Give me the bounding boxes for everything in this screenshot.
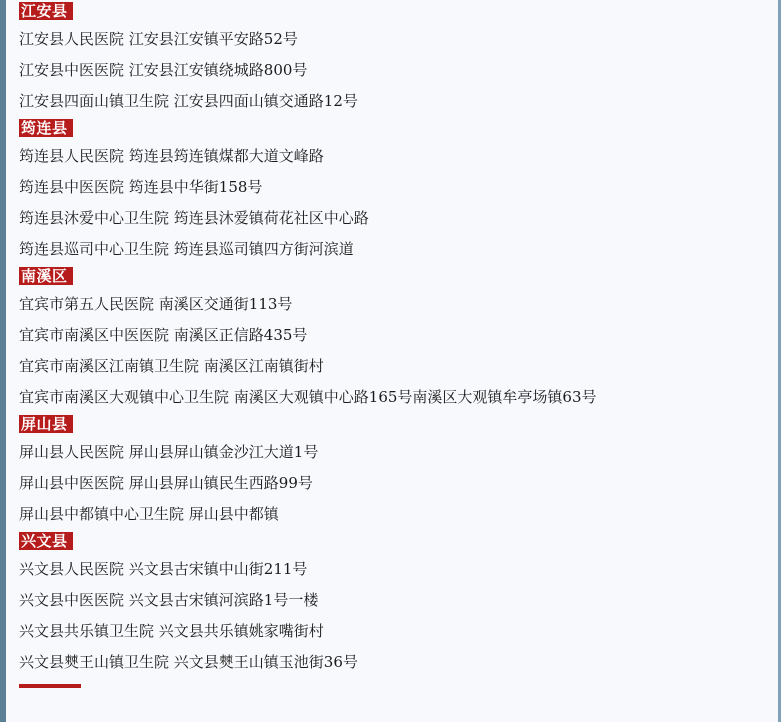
hospital-address: 筠连县筠连镇煤都大道文峰路 <box>128 147 324 165</box>
hospital-name: 宜宾市南溪区中医医院 <box>19 326 170 344</box>
hospital-name: 宜宾市南溪区江南镇卫生院 <box>19 357 200 375</box>
hospital-entry <box>19 172 774 203</box>
hospital-entry <box>19 55 774 86</box>
hospital-name: 江安县人民医院 <box>19 30 125 48</box>
hospital-entry <box>19 499 774 530</box>
hospital-name: 兴文县中医医院 <box>19 591 125 609</box>
hospital-entry <box>19 86 774 117</box>
hospital-entry <box>19 382 774 413</box>
hospital-address: 屏山县中都镇 <box>188 505 279 523</box>
hospital-name: 筠连县沐爱中心卫生院 <box>19 209 170 227</box>
county-heading: 南溪区 <box>19 267 73 285</box>
hospital-entry <box>19 616 774 647</box>
hospital-address: 兴文县古宋镇中山街211号 <box>128 560 308 578</box>
hospital-address: 兴文县古宋镇河滨路1号一楼 <box>128 591 319 609</box>
hospital-name: 屏山县中都镇中心卫生院 <box>19 505 185 523</box>
hospital-address: 江安县四面山镇交通路12号 <box>173 92 358 110</box>
hospital-address: 兴文县僰王山镇玉池街36号 <box>173 653 358 671</box>
hospital-name: 宜宾市南溪区大观镇中心卫生院 <box>19 388 230 406</box>
hospital-address: 南溪区交通街113号 <box>158 295 293 313</box>
hospital-address: 南溪区江南镇街村 <box>203 357 324 375</box>
hospital-entry <box>19 234 774 265</box>
county-section <box>19 530 774 678</box>
hospital-name: 兴文县僰王山镇卫生院 <box>19 653 170 671</box>
hospital-address: 屏山县屏山镇民生西路99号 <box>128 474 313 492</box>
hospital-list <box>19 0 774 688</box>
hospital-name: 江安县四面山镇卫生院 <box>19 92 170 110</box>
county-section <box>19 0 774 117</box>
hospital-name: 筠连县人民医院 <box>19 147 125 165</box>
county-section <box>19 117 774 265</box>
hospital-entry <box>19 554 774 585</box>
hospital-address: 江安县江安镇平安路52号 <box>128 30 298 48</box>
next-county-heading-peek <box>19 684 81 688</box>
hospital-entry <box>19 320 774 351</box>
hospital-address: 屏山县屏山镇金沙江大道1号 <box>128 443 319 461</box>
county-heading: 筠连县 <box>19 119 73 137</box>
hospital-entry <box>19 585 774 616</box>
hospital-entry <box>19 437 774 468</box>
hospital-entry <box>19 203 774 234</box>
hospital-address: 兴文县共乐镇姚家嘴街村 <box>158 622 324 640</box>
hospital-name: 兴文县人民医院 <box>19 560 125 578</box>
county-heading: 江安县 <box>19 2 73 20</box>
county-heading: 屏山县 <box>19 415 73 433</box>
hospital-address: 江安县江安镇绕城路800号 <box>128 61 308 79</box>
hospital-entry <box>19 647 774 678</box>
county-section <box>19 413 774 530</box>
hospital-address: 南溪区正信路435号 <box>173 326 308 344</box>
county-section <box>19 265 774 413</box>
hospital-name: 屏山县中医医院 <box>19 474 125 492</box>
hospital-entry <box>19 468 774 499</box>
hospital-name: 宜宾市第五人民医院 <box>19 295 155 313</box>
left-border <box>0 0 6 722</box>
hospital-name: 江安县中医医院 <box>19 61 125 79</box>
hospital-entry <box>19 141 774 172</box>
hospital-address: 筠连县巡司镇四方街河滨道 <box>173 240 354 258</box>
hospital-name: 筠连县巡司中心卫生院 <box>19 240 170 258</box>
hospital-name: 筠连县中医医院 <box>19 178 125 196</box>
county-heading: 兴文县 <box>19 532 73 550</box>
hospital-name: 兴文县共乐镇卫生院 <box>19 622 155 640</box>
hospital-entry <box>19 351 774 382</box>
hospital-entry <box>19 289 774 320</box>
hospital-name: 屏山县人民医院 <box>19 443 125 461</box>
hospital-address: 筠连县沐爱镇荷花社区中心路 <box>173 209 369 227</box>
hospital-address: 南溪区大观镇中心路165号南溪区大观镇牟亭场镇63号 <box>233 388 597 406</box>
hospital-address: 筠连县中华街158号 <box>128 178 263 196</box>
hospital-entry <box>19 24 774 55</box>
